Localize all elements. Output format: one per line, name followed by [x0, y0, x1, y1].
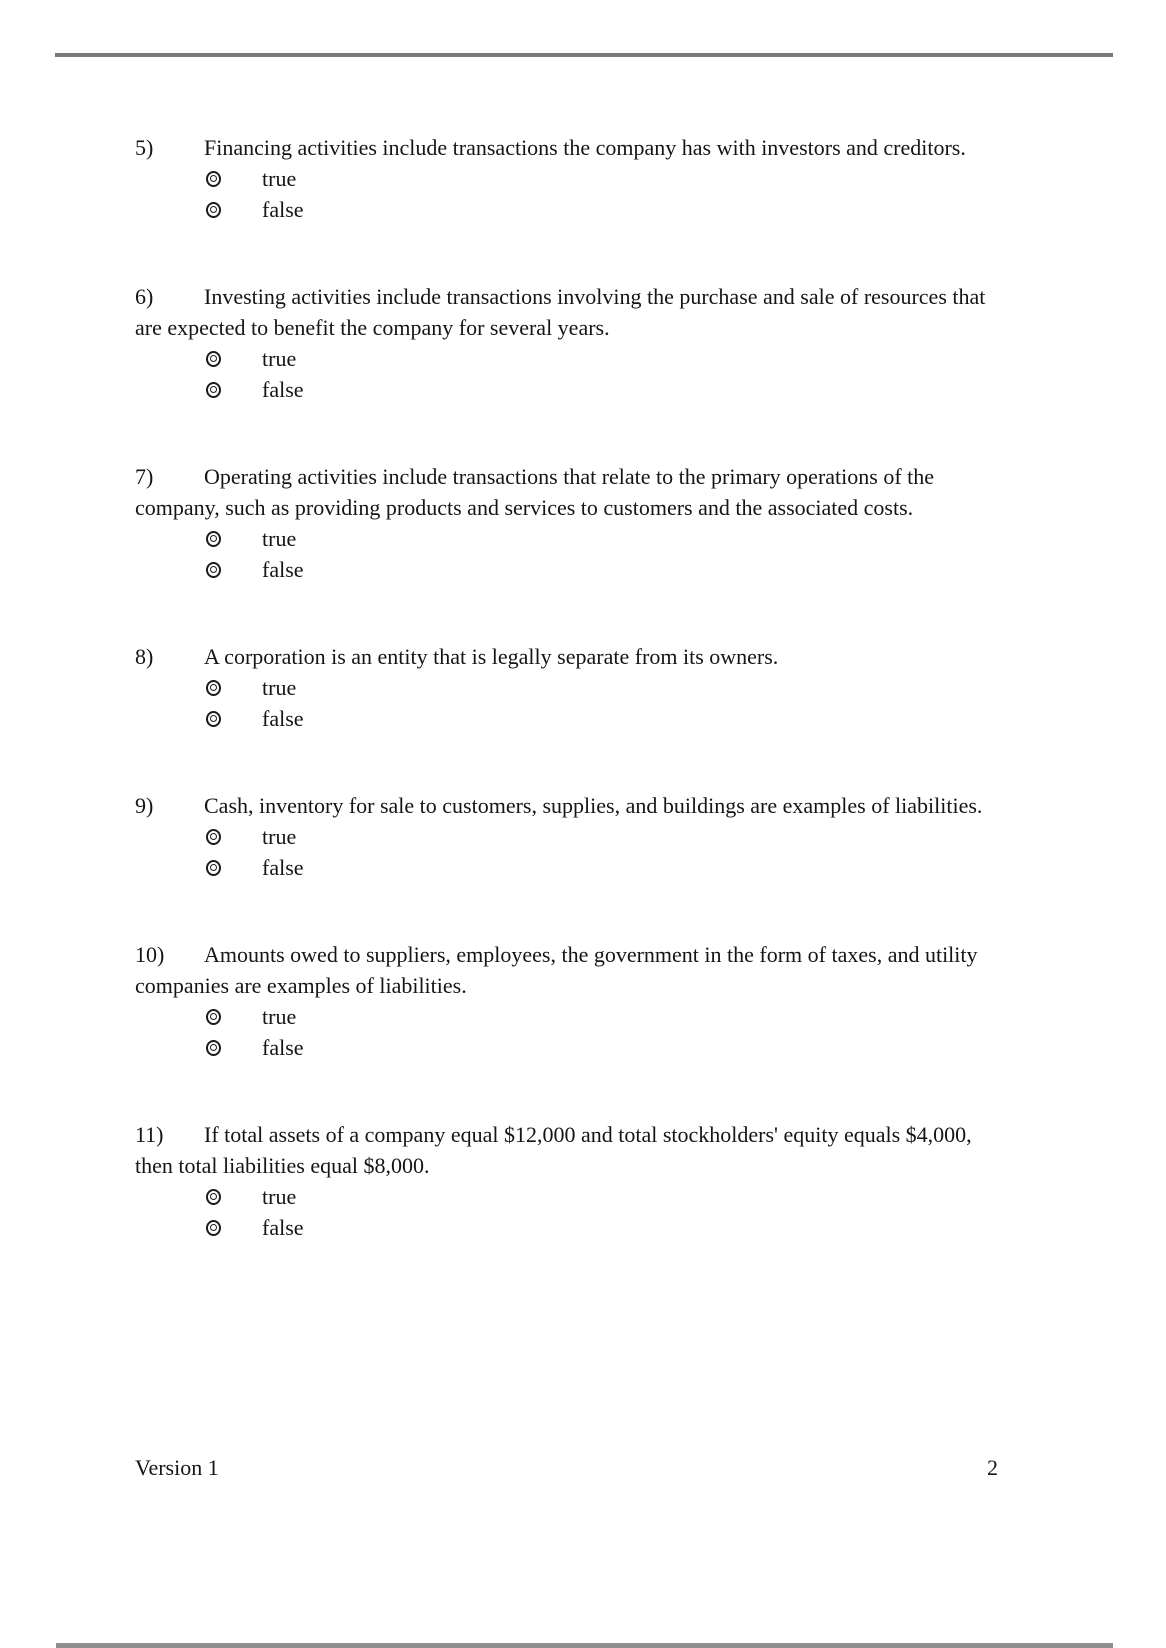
radio-button-icon[interactable] [206, 711, 221, 727]
true-option-label: true [262, 1184, 297, 1209]
question-number: 7) [135, 464, 154, 489]
question-first-line [135, 132, 1135, 163]
header-rule [55, 53, 1113, 57]
true-option[interactable] [135, 821, 1135, 852]
radio-inner-dot-icon [210, 833, 217, 840]
radio-inner-dot-icon [210, 864, 217, 871]
question-text: Financing activities include transactions the company has with investors and creditors. [204, 135, 966, 160]
false-option[interactable] [135, 554, 1135, 585]
question [135, 1119, 1135, 1243]
question-text: A corporation is an entity that is legally separate from its owners. [204, 644, 779, 669]
false-option[interactable] [135, 703, 1135, 734]
radio-inner-dot-icon [210, 386, 217, 393]
true-option[interactable] [135, 523, 1135, 554]
question-number: 11) [135, 1122, 164, 1147]
true-option-label: true [262, 1004, 297, 1029]
false-option[interactable] [135, 1032, 1135, 1063]
radio-inner-dot-icon [210, 535, 217, 542]
radio-button-icon[interactable] [206, 171, 221, 187]
false-option-label: false [262, 197, 304, 222]
radio-button-icon[interactable] [206, 351, 221, 367]
question-text-continued: then total liabilities equal $8,000. [135, 1153, 430, 1178]
true-option-label: true [262, 166, 297, 191]
true-option-label: true [262, 346, 297, 371]
true-option[interactable] [135, 672, 1135, 703]
question-text: If total assets of a company equal $12,000 and total stockholders' equity equals $4,000, [204, 1122, 972, 1147]
radio-inner-dot-icon [210, 355, 217, 362]
question [135, 790, 1135, 883]
question [135, 132, 1135, 225]
question-number: 9) [135, 793, 154, 818]
radio-inner-dot-icon [210, 1193, 217, 1200]
false-option[interactable] [135, 194, 1135, 225]
radio-button-icon[interactable] [206, 680, 221, 696]
question-first-line [135, 790, 1135, 821]
false-option[interactable] [135, 1212, 1135, 1243]
false-option-label: false [262, 557, 304, 582]
radio-button-icon[interactable] [206, 1189, 221, 1205]
question-text: Amounts owed to suppliers, employees, the government in the form of taxes, and utility [204, 942, 978, 967]
radio-inner-dot-icon [210, 175, 217, 182]
question-text: Operating activities include transactions that relate to the primary operations of the [204, 464, 935, 489]
radio-inner-dot-icon [210, 206, 217, 213]
question-first-line [135, 281, 1135, 312]
false-option-label: false [262, 706, 304, 731]
radio-inner-dot-icon [210, 1044, 217, 1051]
radio-inner-dot-icon [210, 1224, 217, 1231]
true-option[interactable] [135, 1181, 1135, 1212]
true-option[interactable] [135, 163, 1135, 194]
radio-button-icon[interactable] [206, 829, 221, 845]
page-footer [135, 1452, 998, 1483]
questions-area [135, 132, 1135, 1299]
radio-button-icon[interactable] [206, 562, 221, 578]
radio-button-icon[interactable] [206, 531, 221, 547]
question-first-line [135, 641, 1135, 672]
true-option-label: true [262, 675, 297, 700]
question-number: 6) [135, 284, 154, 309]
false-option-label: false [262, 377, 304, 402]
question [135, 461, 1135, 585]
radio-button-icon[interactable] [206, 860, 221, 876]
question-text-continued: companies are examples of liabilities. [135, 973, 467, 998]
footer-rule [56, 1643, 1113, 1648]
question-number: 5) [135, 135, 154, 160]
radio-button-icon[interactable] [206, 1220, 221, 1236]
version-label: Version 1 [135, 1455, 219, 1480]
true-option[interactable] [135, 343, 1135, 374]
false-option-label: false [262, 1215, 304, 1240]
radio-inner-dot-icon [210, 684, 217, 691]
question [135, 939, 1135, 1063]
question-text: Investing activities include transactions involving the purchase and sale of resources that [204, 284, 986, 309]
false-option[interactable] [135, 852, 1135, 883]
question-text-continued: are expected to benefit the company for several years. [135, 315, 610, 340]
radio-inner-dot-icon [210, 566, 217, 573]
radio-button-icon[interactable] [206, 382, 221, 398]
question [135, 641, 1135, 734]
radio-inner-dot-icon [210, 715, 217, 722]
false-option[interactable] [135, 374, 1135, 405]
true-option[interactable] [135, 1001, 1135, 1032]
question-number: 8) [135, 644, 154, 669]
radio-button-icon[interactable] [206, 1040, 221, 1056]
question-first-line [135, 1119, 1135, 1150]
page-number: 2 [987, 1455, 998, 1480]
false-option-label: false [262, 1035, 304, 1060]
radio-inner-dot-icon [210, 1013, 217, 1020]
question-number: 10) [135, 942, 165, 967]
question [135, 281, 1135, 405]
question-first-line [135, 939, 1135, 970]
false-option-label: false [262, 855, 304, 880]
question-first-line [135, 461, 1135, 492]
question-text: Cash, inventory for sale to customers, supplies, and buildings are examples of liabilities. [204, 793, 983, 818]
true-option-label: true [262, 824, 297, 849]
radio-button-icon[interactable] [206, 202, 221, 218]
question-text-continued: company, such as providing products and services to customers and the associated costs. [135, 495, 914, 520]
radio-button-icon[interactable] [206, 1009, 221, 1025]
true-option-label: true [262, 526, 297, 551]
